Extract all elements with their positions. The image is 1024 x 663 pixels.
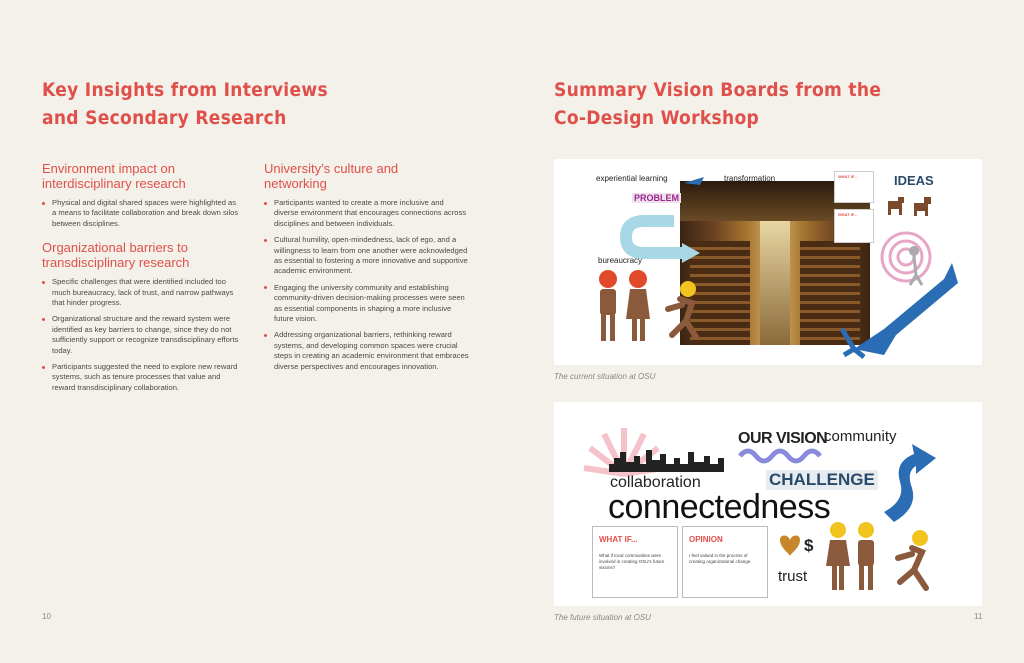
label-experiential-learning: experiential learning xyxy=(596,174,668,183)
bullet-item: Cultural humility, open-mindedness, lack of ego, and a willingness to learn from one another were acknowledged as essential to fostering a more innovative and supportive academic environment. xyxy=(264,235,469,277)
label-challenge: CHALLENGE xyxy=(766,470,878,490)
heading-line: interdisciplinary research xyxy=(42,176,186,191)
left-column-1 xyxy=(42,161,242,399)
label-trust: trust xyxy=(778,568,808,585)
section-heading-environment xyxy=(42,161,242,191)
small-arrow-icon xyxy=(684,177,704,185)
person-figure-icon xyxy=(826,522,850,590)
wave-icon xyxy=(740,451,820,461)
label-connectedness: connectedness xyxy=(608,488,831,526)
label-bureaucracy: bureaucracy xyxy=(598,256,643,265)
right-title-line2: Co-Design Workshop xyxy=(554,107,760,129)
heading-line: Organizational barriers to xyxy=(42,240,188,256)
bullet-item: Engaging the university community and establishing community-driven decision-making processes were seen as essential components in shaping a more inclusive future vision. xyxy=(264,283,469,325)
opinion-card-title: OPINION xyxy=(689,535,723,544)
vision-board-current xyxy=(554,159,982,365)
bullet-item: Participants wanted to create a more inclusive and diverse environment that encourages connections across disciplines and between individuals. xyxy=(264,198,469,229)
label-ideas: IDEAS xyxy=(894,173,934,188)
bullet-list-culture xyxy=(264,198,469,372)
whatif-card-text: What if local communities were involved in creating OSU's future visions? xyxy=(599,553,665,570)
stick-figure-icon xyxy=(909,246,919,256)
bullet-item: Physical and digital shared spaces were highlighted as a means to facilitate collaboration and break down silos between disciplines. xyxy=(42,198,242,229)
bullet-item: Addressing organizational barriers, rethinking reward systems, and developing common spaces were crucial steps in creating an academic environment that embraces diverse perspectives and encourages innovation. xyxy=(264,330,469,372)
bullet-list-barriers xyxy=(42,277,242,393)
label-collaboration: collaboration xyxy=(610,474,701,491)
heading-line: transdisciplinary research xyxy=(42,255,190,271)
dog-icon xyxy=(888,197,904,215)
caption-future: The future situation at OSU xyxy=(554,613,651,622)
left-page-title xyxy=(42,76,328,132)
cat-icon xyxy=(914,197,931,216)
label-community: community xyxy=(824,428,897,445)
bullet-item: Participants suggested the need to explore new reward systems, such as tenure processes that value and reward transdisciplinary collaboration. xyxy=(42,362,242,393)
whatif-card xyxy=(592,526,678,598)
bullet-list-environment xyxy=(42,198,242,229)
label-problem: PROBLEM xyxy=(634,193,679,203)
running-figure-icon xyxy=(668,281,696,337)
blue-arrow-icon xyxy=(854,263,958,355)
caption-current: The current situation at OSU xyxy=(554,372,656,381)
vision-board-future xyxy=(554,402,982,606)
spiral-icon xyxy=(882,233,930,281)
left-column-2 xyxy=(264,161,469,378)
right-page-title xyxy=(554,76,881,132)
blue-curved-arrow-icon xyxy=(884,444,936,522)
loop-arrow-icon xyxy=(626,221,682,253)
heading-line: networking xyxy=(264,176,327,191)
opinion-card xyxy=(682,526,768,598)
label-transformation: transformation xyxy=(724,174,776,183)
board1-graphics xyxy=(554,159,982,365)
bullet-item: Specific challenges that were identified included too much bureaucracy, lack of trust, and narrow pathways that hinder progress. xyxy=(42,277,242,308)
whatif-card-title: WHAT IF... xyxy=(838,212,858,217)
bullet-item: Organizational structure and the reward system were identified as key barriers to change, since they do not sufficiently support or recognize transdisciplinary efforts today. xyxy=(42,314,242,356)
heading-line: University’s culture and xyxy=(264,161,399,176)
whatif-card-title: WHAT IF... xyxy=(838,174,858,179)
loop-arrow-head-icon xyxy=(682,243,700,263)
label-our-vision: OUR VISION xyxy=(738,430,828,447)
heading-line: Environment impact on xyxy=(42,161,175,176)
whatif-card-title: WHAT IF... xyxy=(599,535,638,544)
left-title-line1: Key Insights from Interviews xyxy=(42,79,328,101)
person-figure-icon xyxy=(626,270,650,341)
section-heading-barriers xyxy=(42,240,242,270)
right-title-line1: Summary Vision Boards from the xyxy=(554,79,882,101)
page-number-left: 10 xyxy=(42,612,51,621)
page-number-right: 11 xyxy=(974,612,983,621)
label-dollar: $ xyxy=(804,536,814,555)
left-title-line2: and Secondary Research xyxy=(42,107,287,129)
opinion-card-text: I feel valued in the process of creating organizational change. xyxy=(689,553,752,564)
heart-icon xyxy=(780,536,800,557)
arrow-roots-icon xyxy=(842,329,864,357)
person-figure-icon xyxy=(858,522,874,590)
section-heading-culture xyxy=(264,161,469,191)
person-figure-icon xyxy=(599,270,617,341)
running-figure-icon xyxy=(898,530,928,588)
